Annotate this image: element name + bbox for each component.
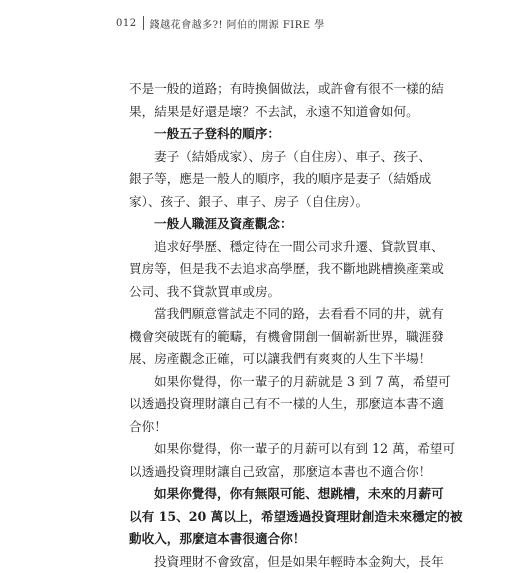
text-line: 以透過投資理財讓自己有不一樣的人生，那麼這本書不適: [129, 393, 395, 416]
body-text: [129, 78, 395, 573]
running-header: [116, 15, 325, 31]
text-line: 如果你覺得，你一輩子的月薪可以有到 12 萬，希望可: [129, 438, 395, 461]
bold-text-line: 一般人職涯及資產觀念：: [129, 213, 395, 236]
running-title: 錢越花會越多?! 阿伯的開源 FIRE 學: [150, 16, 325, 31]
text-line: 合你！: [129, 416, 395, 439]
text-line: 以透過投資理財讓自己致富，那麼這本書也不適合你！: [129, 461, 395, 484]
bold-text-line: 以有 15、20 萬以上，希望透過投資理財創造未來穩定的被: [129, 506, 395, 529]
bold-text-line: 一般五子登科的順序：: [129, 123, 395, 146]
text-line: 買房等，但是我不去追求高學歷，我不斷地跳槽換產業或: [129, 258, 395, 281]
text-line: 投資理財不會致富，但是如果年輕時本金夠大，長年: [129, 551, 395, 573]
text-line: 如果你覺得，你一輩子的月薪就是 3 到 7 萬，希望可: [129, 371, 395, 394]
header-divider: [143, 16, 144, 30]
text-line: 不是一般的道路；有時換個做法，或許會有很不一樣的結: [129, 78, 395, 101]
text-line: 機會突破既有的範疇，有機會開創一個嶄新世界，職涯發: [129, 326, 395, 349]
text-line: 果，結果是好還是壞？不去試，永遠不知道會如何。: [129, 101, 395, 124]
text-line: 展、房產觀念正確，可以讓我們有爽爽的人生下半場！: [129, 348, 395, 371]
text-line: 公司、我不貸款買車或房。: [129, 281, 395, 304]
text-line: 當我們願意嘗試走不同的路，去看看不同的井，就有: [129, 303, 395, 326]
bold-text-line: 動收入，那麼這本書很適合你！: [129, 528, 395, 551]
text-line: 銀子等，應是一般人的順序，我的順序是妻子（結婚成: [129, 168, 395, 191]
text-line: 家）、孩子、銀子、車子、房子（自住房）。: [129, 191, 395, 214]
page-number: 012: [116, 18, 137, 29]
text-line: 妻子（結婚成家）、房子（自住房）、車子、孩子、: [129, 146, 395, 169]
bold-text-line: 如果你覺得，你有無限可能、想跳槽，未來的月薪可: [129, 483, 395, 506]
text-line: 追求好學歷、穩定待在一間公司求升遷、貸款買車、: [129, 236, 395, 259]
